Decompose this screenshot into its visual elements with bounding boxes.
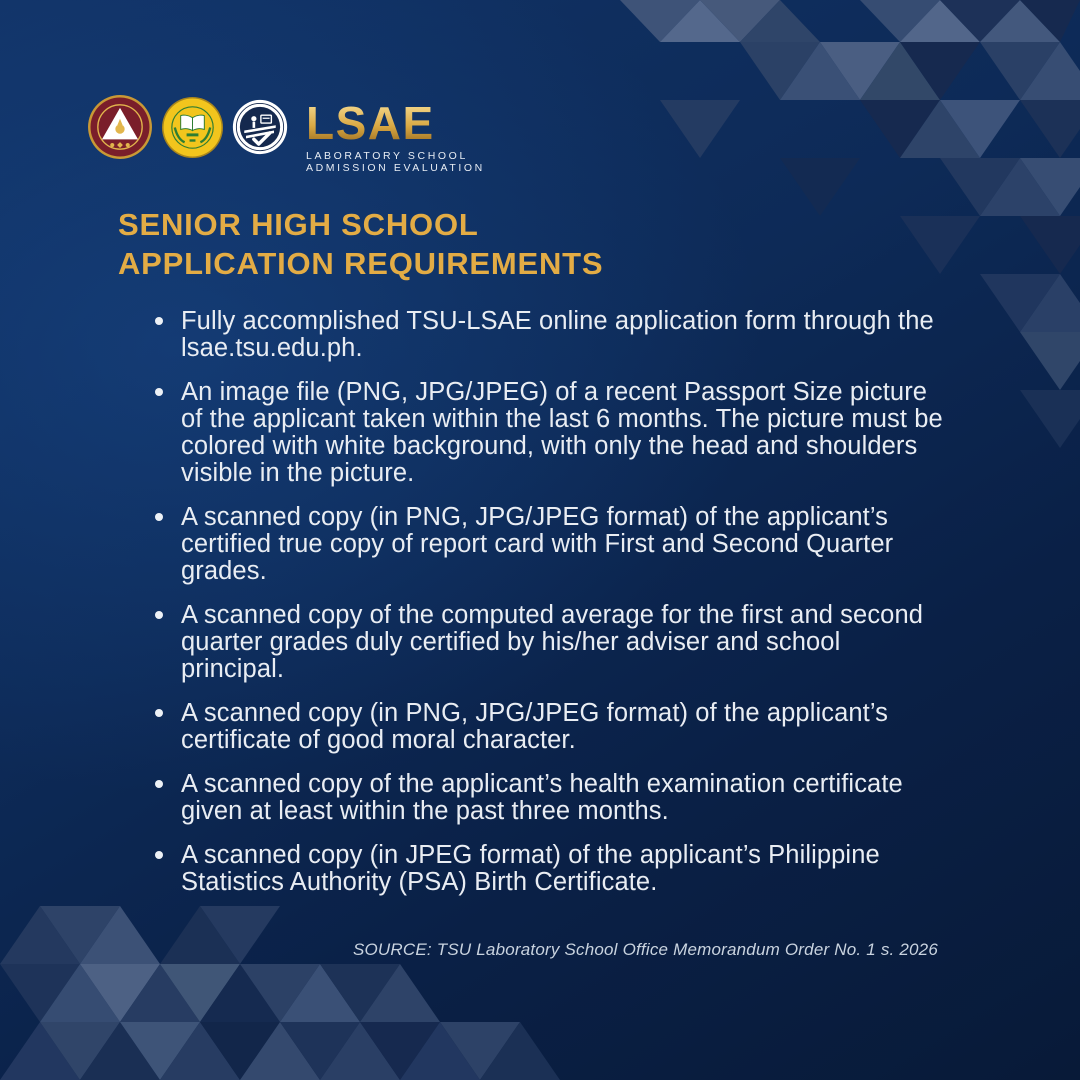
page-title [118,206,603,284]
list-item [155,308,947,362]
brand-text-block [306,97,485,177]
requirement-text: Fully accomplished TSU-LSAE online application form through the lsae.tsu.edu.ph. [181,307,934,362]
brand-subtitle-line2: ADMISSION EVALUATION [306,162,485,175]
page-title-line1: SENIOR HIGH SCHOOL [118,207,479,242]
college-of-education-seal-icon [161,96,224,159]
bullet-icon [155,379,181,487]
page-title-line2: APPLICATION REQUIREMENTS [118,245,604,281]
requirement-text: A scanned copy (in PNG, JPG/JPEG format) of the applicant’s certificate of good moral character. [181,699,889,754]
list-item [155,771,947,825]
bullet-icon [155,700,181,754]
requirement-text: An image file (PNG, JPG/JPEG) of a recent Passport Size picture of the applicant taken within the last 6 months. The picture must be colored with white background, with only the head and shoulders visible in the picture. [181,378,943,487]
tsu-university-seal-icon [87,94,153,160]
lsae-wordmark: LSAE [306,102,485,146]
list-item [155,504,947,585]
bullet-icon [155,842,181,896]
bullet-icon [155,308,181,362]
laboratory-school-seal-icon [232,99,288,155]
list-item [155,379,947,487]
bullet-icon [155,771,181,825]
source-note: SOURCE: TSU Laboratory School Office Memorandum Order No. 1 s. 2026 [352,940,938,959]
bullet-icon [155,602,181,683]
requirement-text: A scanned copy (in JPEG format) of the applicant’s Philippine Statistics Authority (PSA) Birth Certificate. [181,841,880,896]
requirement-text: A scanned copy of the computed average for the first and second quarter grades duly certified by his/her adviser and school principal. [181,601,924,683]
brand-logos-row [87,94,485,177]
requirements-list [155,308,947,896]
requirement-text: A scanned copy of the applicant’s health examination certificate given at least within the past three months. [181,770,903,825]
list-item [155,602,947,683]
bullet-icon [155,504,181,585]
requirement-text: A scanned copy (in PNG, JPG/JPEG format) of the applicant’s certified true copy of report card with First and Second Quarter grades. [181,503,894,585]
brand-subtitle-line1: LABORATORY SCHOOL [306,149,468,162]
list-item [155,842,947,896]
list-item [155,700,947,754]
